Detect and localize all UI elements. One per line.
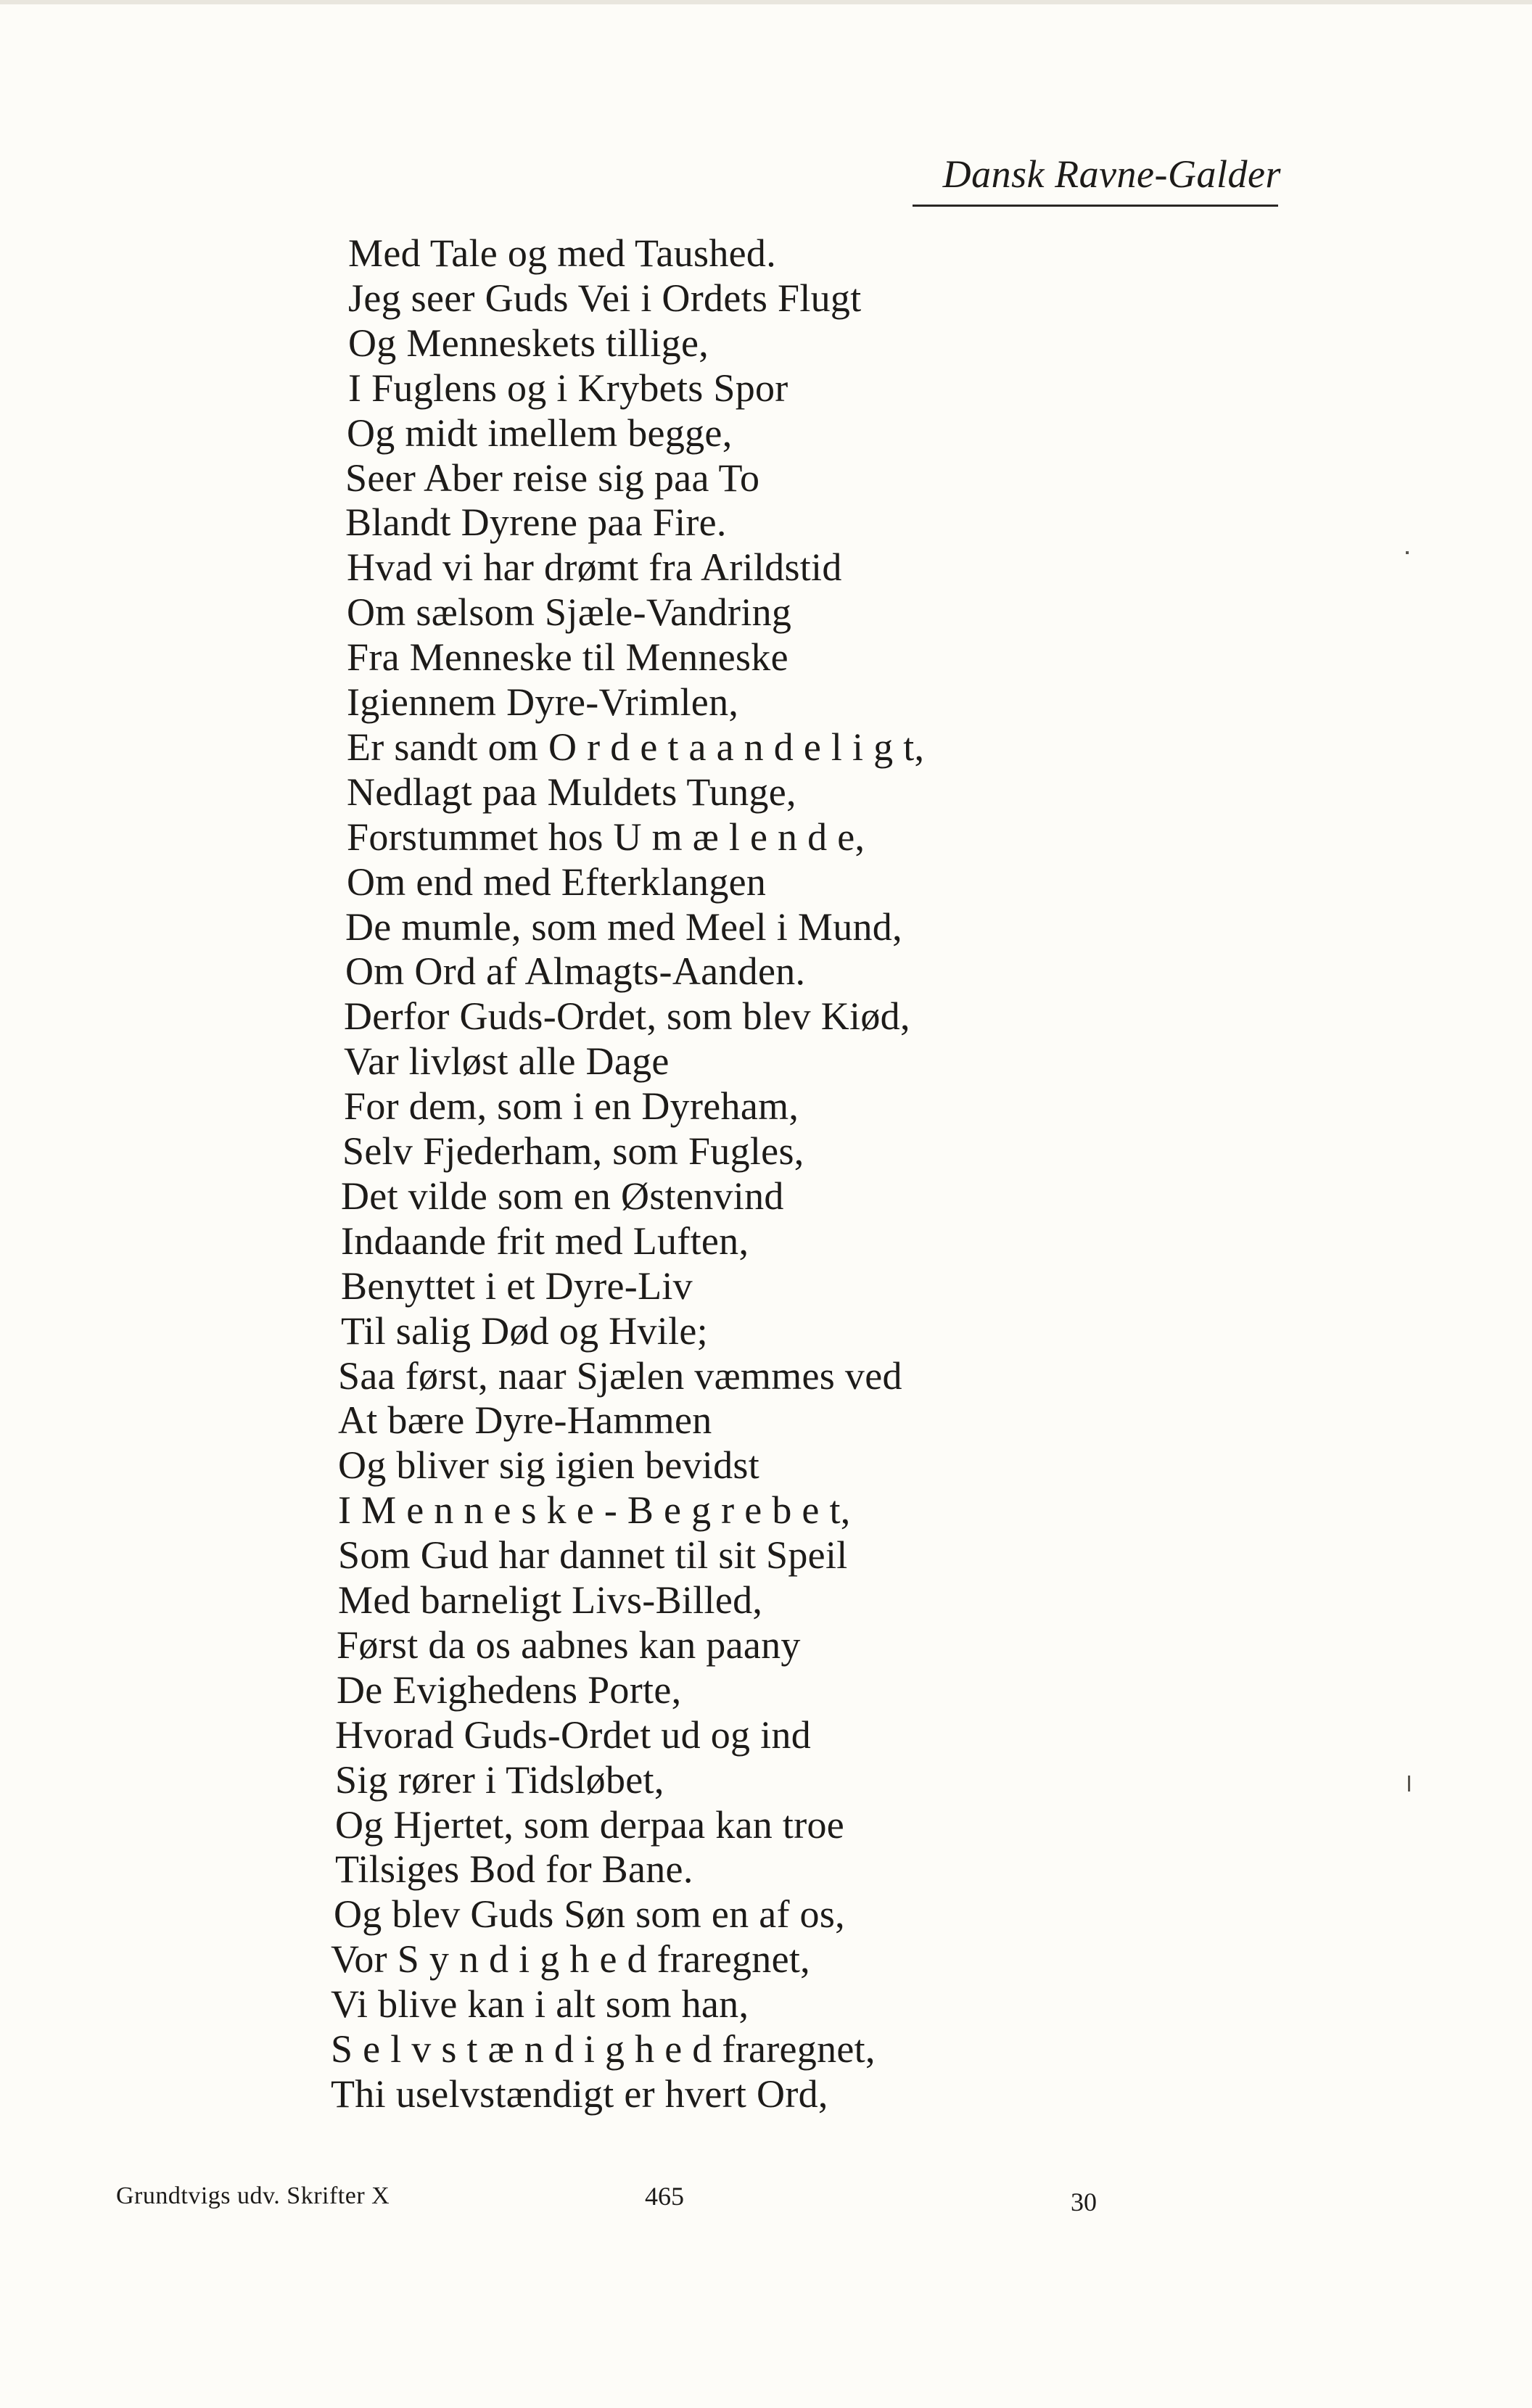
poem-line: Om end med Efterklangen bbox=[347, 859, 767, 904]
print-speck bbox=[1408, 1776, 1410, 1791]
poem-line: Nedlagt paa Muldets Tunge, bbox=[347, 770, 796, 814]
poem-line: Om sælsom Sjæle-Vandring bbox=[347, 590, 792, 635]
poem-line: I M e n n e s k e - B e g r e b e t, bbox=[338, 1488, 851, 1533]
poem-line: Til salig Død og Hvile; bbox=[341, 1308, 708, 1353]
poem-line: Og blev Guds Søn som en af os, bbox=[334, 1892, 845, 1937]
running-head: Dansk Ravne-Galder bbox=[942, 152, 1281, 196]
poem-line: Blandt Dyrene paa Fire. bbox=[345, 500, 727, 545]
footer-source: Grundtvigs udv. Skrifter X bbox=[116, 2182, 390, 2209]
poem-line: Benyttet i et Dyre-Liv bbox=[341, 1263, 693, 1308]
poem-line: Som Gud har dannet til sit Speil bbox=[338, 1533, 848, 1578]
poem-line: Thi uselvstændigt er hvert Ord, bbox=[331, 2071, 828, 2116]
poem-line: De Evighedens Porte, bbox=[337, 1667, 682, 1712]
poem-line: Med Tale og med Taushed. bbox=[348, 231, 777, 275]
poem-line: Var livløst alle Dage bbox=[344, 1039, 670, 1084]
poem-line: Seer Aber reise sig paa To bbox=[345, 455, 760, 500]
poem-line: Tilsiges Bod for Bane. bbox=[335, 1847, 693, 1892]
poem-line: Vi blive kan i alt som han, bbox=[331, 1982, 749, 2026]
print-speck bbox=[1406, 551, 1409, 554]
poem-line: Vor S y n d i g h e d fraregnet, bbox=[331, 1937, 810, 1982]
poem-line: Først da os aabnes kan paany bbox=[337, 1622, 801, 1667]
page-top-edge bbox=[0, 0, 1532, 4]
poem-line: Igiennem Dyre-Vrimlen, bbox=[347, 680, 739, 724]
poem-line: Indaande frit med Luften, bbox=[341, 1219, 749, 1263]
poem-line: Derfor Guds-Ordet, som blev Kiød, bbox=[344, 994, 910, 1039]
poem-line: I Fuglens og i Krybets Spor bbox=[348, 366, 788, 410]
signature-mark: 30 bbox=[1071, 2188, 1097, 2217]
poem-line: Hvad vi har drømt fra Arildstid bbox=[347, 545, 842, 590]
poem-line: Og bliver sig igien bevidst bbox=[338, 1443, 760, 1488]
running-head-rule bbox=[913, 205, 1278, 207]
poem-line: Saa først, naar Sjælen væmmes ved bbox=[338, 1353, 902, 1398]
poem-line: Hvorad Guds-Ordet ud og ind bbox=[335, 1712, 811, 1757]
poem-line: Og Hjertet, som derpaa kan troe bbox=[335, 1802, 845, 1847]
poem-line: For dem, som i en Dyreham, bbox=[344, 1084, 799, 1129]
poem-line: Med barneligt Livs-Billed, bbox=[338, 1578, 763, 1622]
poem-line: De mumle, som med Meel i Mund, bbox=[345, 904, 902, 949]
poem-line: At bære Dyre-Hammen bbox=[338, 1398, 712, 1443]
poem-line: Forstummet hos U m æ l e n d e, bbox=[347, 815, 865, 859]
poem-line: Jeg seer Guds Vei i Ordets Flugt bbox=[348, 276, 862, 320]
page-number: 465 bbox=[645, 2182, 684, 2211]
poem-line: Det vilde som en Østenvind bbox=[341, 1174, 784, 1218]
poem-line: Og Menneskets tillige, bbox=[348, 321, 709, 365]
poem-line: Og midt imellem begge, bbox=[347, 411, 733, 455]
poem-line: Er sandt om O r d e t a a n d e l i g t, bbox=[347, 725, 925, 769]
poem-line: Sig rører i Tidsløbet, bbox=[335, 1757, 664, 1802]
poem-line: Selv Fjederham, som Fugles, bbox=[342, 1129, 804, 1173]
poem-line: S e l v s t æ n d i g h e d fraregnet, bbox=[331, 2027, 876, 2071]
poem-line: Fra Menneske til Menneske bbox=[347, 635, 788, 680]
poem-line: Om Ord af Almagts-Aanden. bbox=[345, 949, 806, 994]
